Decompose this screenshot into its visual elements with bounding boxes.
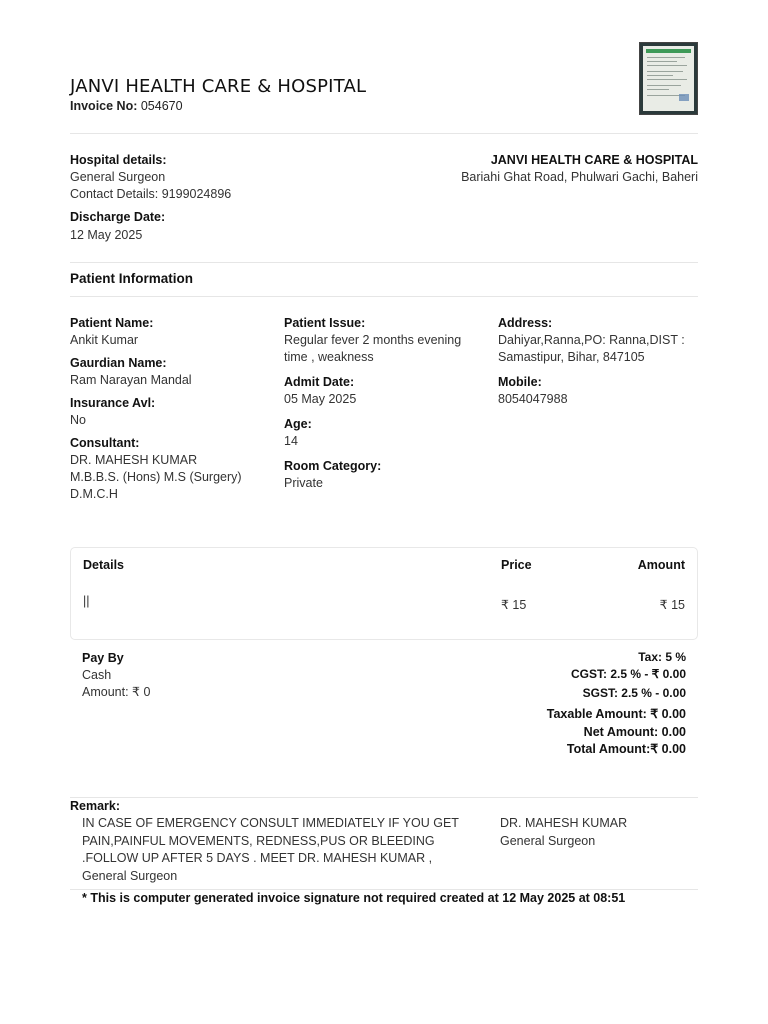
patient-name-field [70, 315, 270, 349]
patient-issue-label: Patient Issue: [284, 316, 366, 330]
discharge-date-label: Discharge Date: [70, 210, 166, 224]
address-line-1: Dahiyar,Ranna,PO: Ranna,DIST : [498, 333, 685, 347]
hospital-address: Bariahi Ghat Road, Phulwari Gachi, Baheri [461, 170, 698, 184]
guardian-name-field [70, 355, 270, 389]
discharge-date-value: 12 May 2025 [70, 228, 143, 242]
tax-rate: Tax: 5 % [638, 650, 686, 664]
address-label: Address: [498, 316, 553, 330]
patient-issue-line-1: Regular fever 2 months evening [284, 333, 462, 347]
remark-text: IN CASE OF EMERGENCY CONSULT IMMEDIATELY IF YOU GET PAIN,PAINFUL MOVEMENTS, REDNESS,PUS OR BLEEDING .FOLLOW UP AFTER 5 DAYS . MEET DR. MAHESH KUMAR , General Surgeon [82, 816, 459, 883]
hospital-address-block [378, 152, 698, 186]
hospital-contact-label: Contact Details: [70, 187, 159, 201]
address-line-2: Samastipur, Bihar, 847105 [498, 350, 645, 364]
hospital-name: JANVI HEALTH CARE & HOSPITAL [490, 153, 698, 167]
computer-generated-note: * This is computer generated invoice signature not required created at 12 May 2025 at 08:51 [82, 891, 626, 905]
patient-info-column-2 [284, 315, 484, 498]
mobile-value: 8054047988 [498, 392, 568, 406]
insurance-field [70, 395, 270, 429]
insurance-label: Insurance Avl: [70, 396, 156, 410]
item-amount-cell: ₹ 15 [659, 598, 685, 612]
net-amount: Net Amount: 0.00 [583, 725, 686, 739]
document-thumbnail[interactable] [639, 42, 698, 115]
items-header-price: Price [501, 558, 532, 572]
admit-date-label: Admit Date: [284, 375, 355, 389]
invoice-number-label: Invoice No: [70, 99, 138, 113]
consultant-label: Consultant: [70, 436, 140, 450]
age-label: Age: [284, 417, 312, 431]
items-table [70, 547, 698, 640]
items-header-details: Details [83, 558, 124, 572]
guardian-name-value: Ram Narayan Mandal [70, 373, 192, 387]
divider [70, 262, 698, 263]
insurance-value: No [70, 413, 86, 427]
consultant-name: DR. MAHESH KUMAR [70, 453, 198, 467]
patient-info-column-1 [70, 315, 270, 509]
item-details-cell: || [83, 594, 90, 608]
hospital-contact [70, 186, 370, 203]
signing-doctor-title: General Surgeon [500, 833, 596, 848]
item-price-cell: ₹ 15 [501, 598, 527, 612]
age-field [284, 416, 484, 450]
signing-doctor-name: DR. MAHESH KUMAR [500, 816, 628, 830]
patient-issue-line-2: time , weakness [284, 350, 374, 364]
admit-date-value: 05 May 2025 [284, 392, 357, 406]
patient-info-title: Patient Information [70, 271, 194, 286]
total-amount: Total Amount:₹ 0.00 [566, 742, 686, 756]
mobile-field [498, 374, 698, 408]
guardian-name-label: Gaurdian Name: [70, 356, 167, 370]
hospital-details-label: Hospital details: [70, 153, 167, 167]
address-field [498, 315, 698, 366]
pay-by-amount: Amount: ₹ 0 [82, 685, 151, 699]
patient-issue-field [284, 315, 484, 366]
room-category-label: Room Category: [284, 459, 382, 473]
patient-info-column-3 [498, 315, 698, 414]
divider [70, 889, 698, 890]
signing-doctor [500, 815, 627, 850]
consultant-college: D.M.C.H [70, 487, 118, 501]
document-thumbnail-paper [643, 46, 694, 111]
consultant-degree: M.B.B.S. (Hons) M.S (Surgery) [70, 470, 242, 484]
invoice-number-value: 054670 [140, 99, 183, 113]
patient-name-value: Ankit Kumar [70, 333, 139, 347]
room-category-value: Private [284, 476, 323, 490]
invoice-page [70, 0, 698, 1024]
admit-date-field [284, 374, 484, 408]
invoice-number [70, 99, 183, 113]
taxable-amount: Taxable Amount: ₹ 0.00 [546, 707, 686, 721]
invoice-header [70, 0, 698, 134]
hospital-title: JANVI HEALTH CARE & HOSPITAL [70, 76, 367, 97]
payment-block [82, 650, 150, 701]
discharge-date [70, 209, 165, 244]
divider [70, 797, 698, 798]
hospital-contact-value: 9199024896 [161, 187, 232, 201]
sgst-amount: SGST: 2.5 % - 0.00 [582, 686, 686, 700]
age-value: 14 [284, 434, 298, 448]
pay-by-method: Cash [82, 668, 112, 682]
items-header-amount: Amount [637, 558, 685, 572]
patient-name-label: Patient Name: [70, 316, 154, 330]
remark-label: Remark: [70, 799, 121, 813]
consultant-field [70, 435, 270, 503]
divider [70, 296, 698, 297]
hospital-department: General Surgeon [70, 170, 166, 184]
totals-block [547, 650, 686, 758]
hospital-details [70, 152, 370, 203]
room-category-field [284, 458, 484, 492]
pay-by-label: Pay By [82, 651, 124, 665]
mobile-label: Mobile: [498, 375, 542, 389]
cgst-amount: CGST: 2.5 % - ₹ 0.00 [570, 667, 686, 681]
